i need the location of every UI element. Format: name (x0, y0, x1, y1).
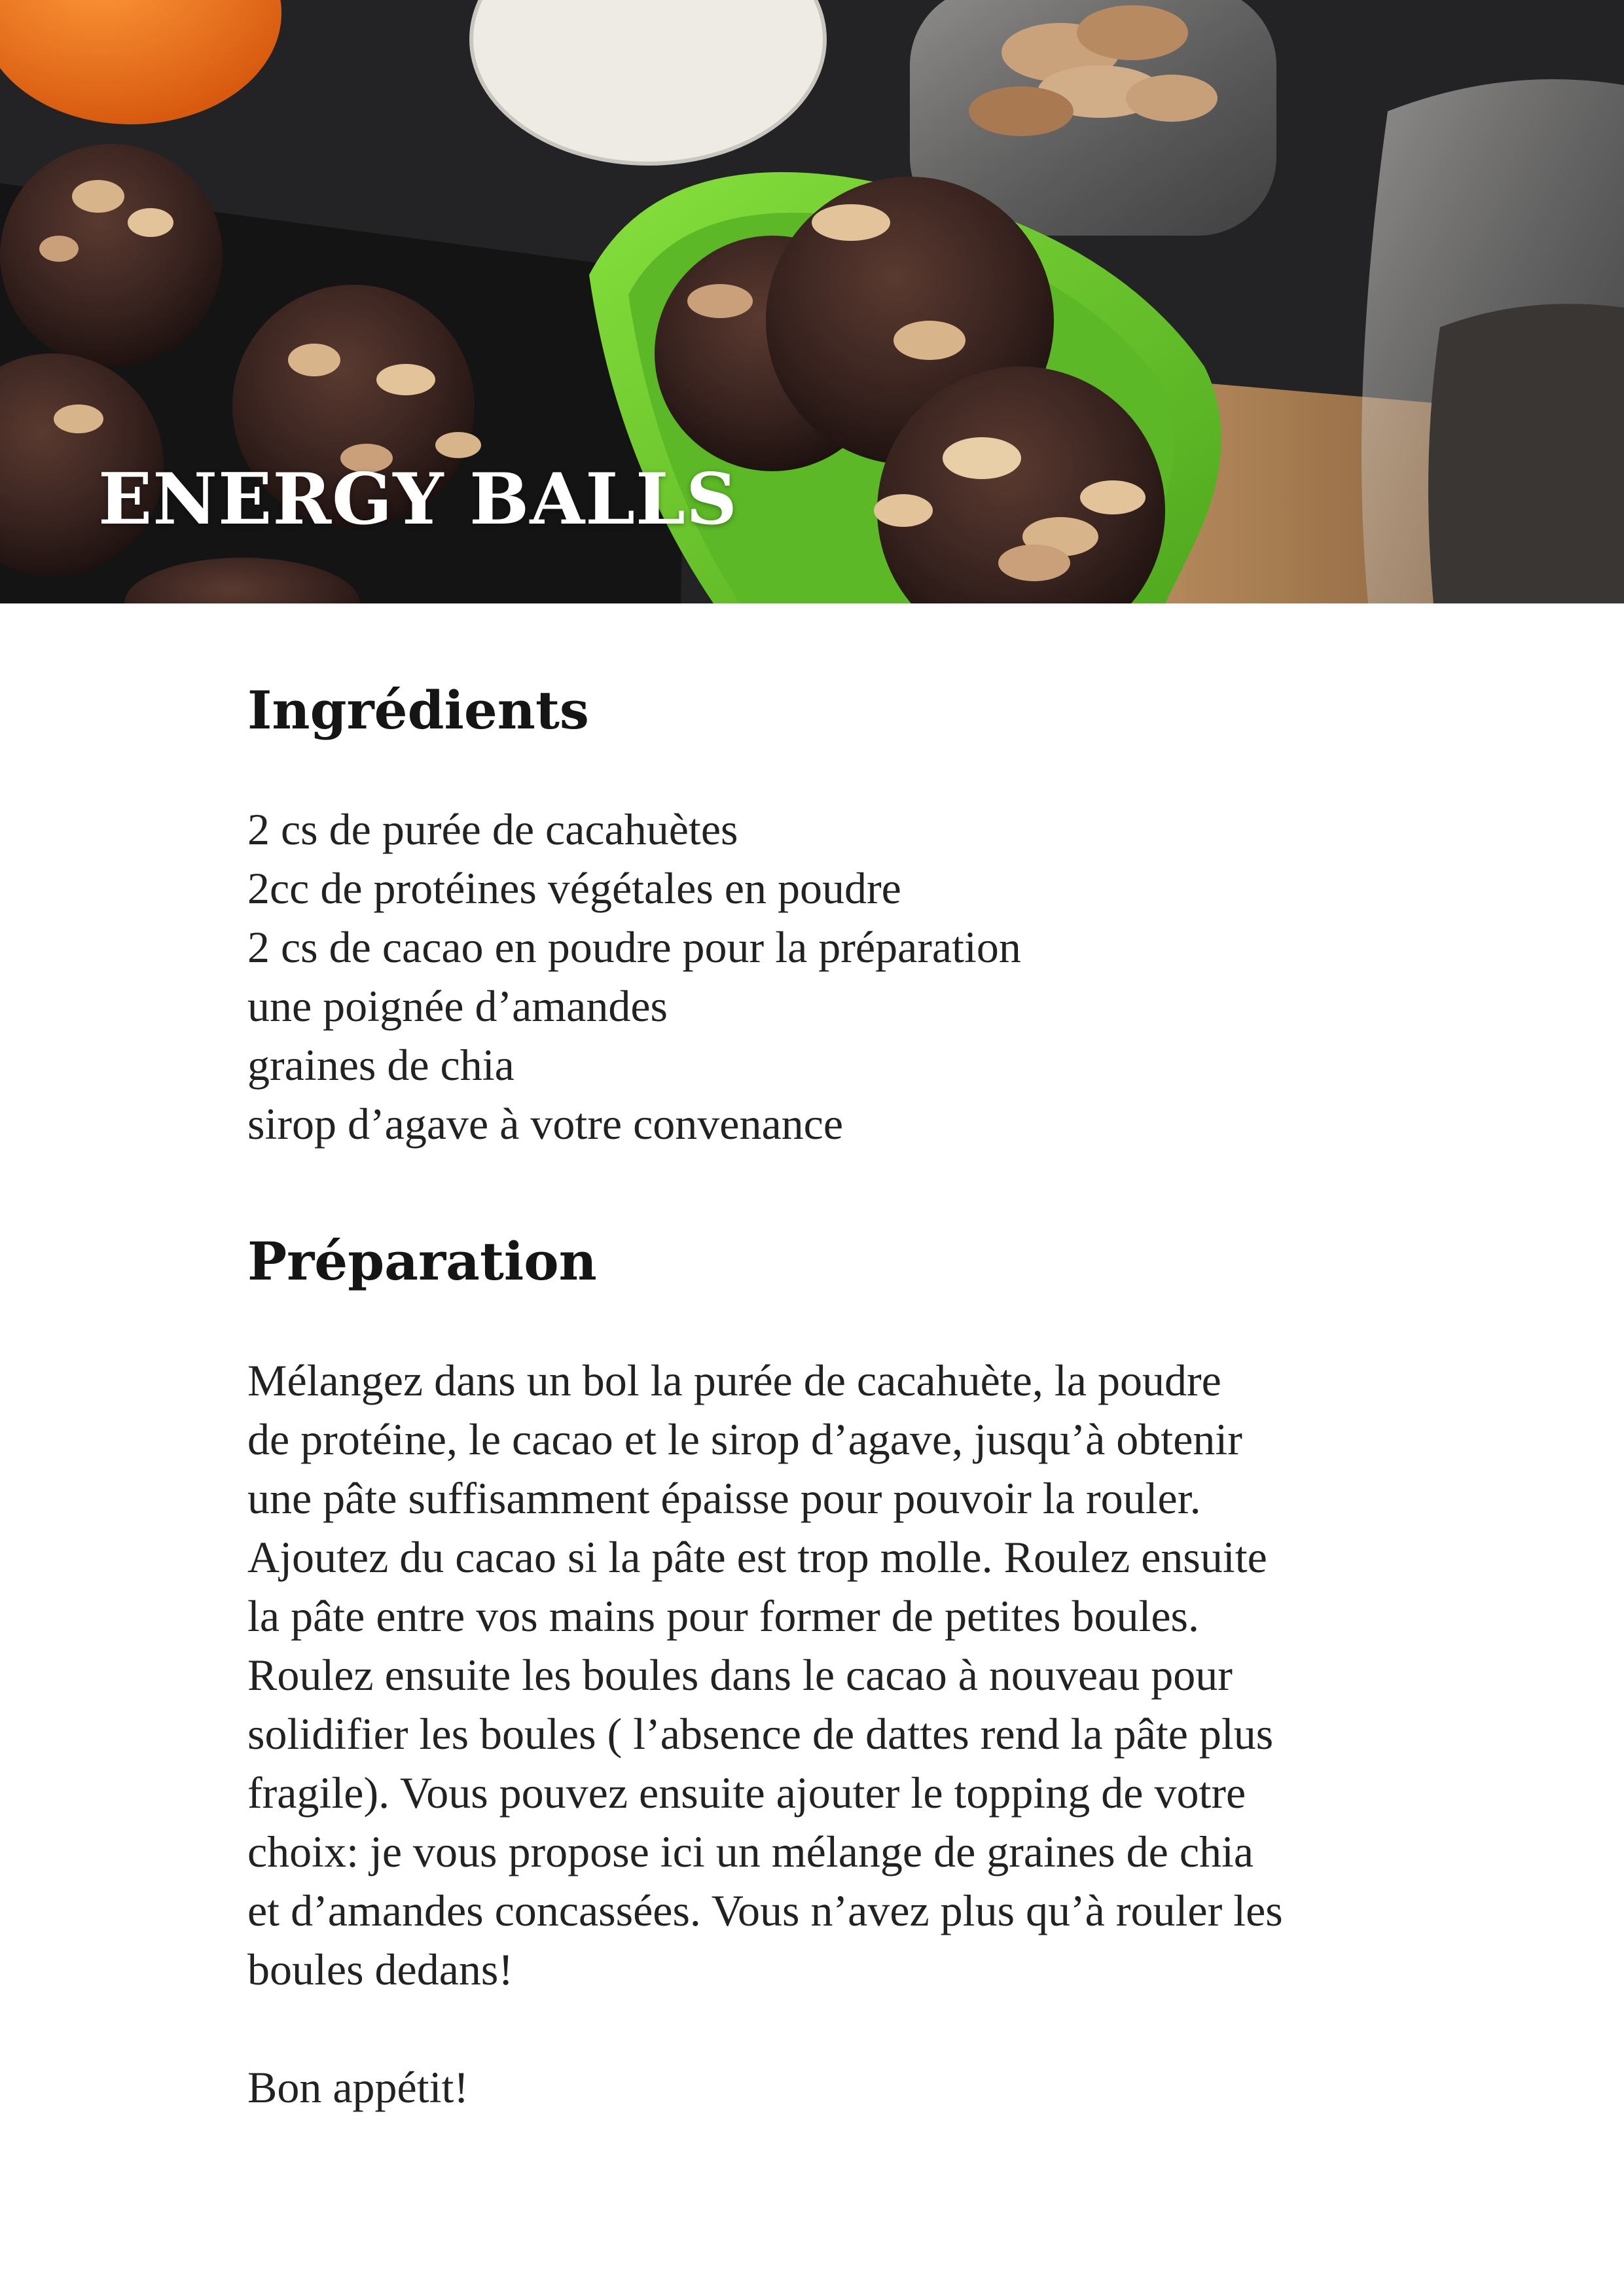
preparation-line: et d’amandes concassées. Vous n’avez plus qu’à rouler les (247, 1886, 1283, 1935)
preparation-line: une pâte suffisamment épaisse pour pouvoir la rouler. (247, 1473, 1201, 1523)
recipe-content (247, 674, 1426, 2117)
preparation-line: boules dedans! (247, 1945, 514, 1994)
preparation-line: de protéine, le cacao et le sirop d’agave, jusqu’à obtenir (247, 1414, 1242, 1464)
preparation-line: Ajoutez du cacao si la pâte est trop molle. Roulez ensuite (247, 1532, 1267, 1582)
energy-ball-1 (0, 144, 223, 367)
page-title: ENERGY BALLS (98, 458, 738, 541)
ingredient-item: 2 cs de purée de cacahuètes (247, 804, 738, 854)
ingredient-item: 2cc de protéines végétales en poudre (247, 863, 901, 913)
closing-text: Bon appétit! (247, 2062, 469, 2112)
preparation-line: fragile). Vous pouvez ensuite ajouter le topping de votre (247, 1768, 1246, 1818)
ingredient-item: sirop d’agave à votre convenance (247, 1099, 843, 1149)
ingredient-item: graines de chia (247, 1040, 514, 1090)
preparation-line: Roulez ensuite les boules dans le cacao à nouveau pour (247, 1650, 1233, 1700)
preparation-line: Mélangez dans un bol la purée de cacahuète, la poudre (247, 1355, 1221, 1405)
preparation-line: solidifier les boules ( l’absence de dattes rend la pâte plus (247, 1709, 1274, 1759)
preparation-heading: Préparation (247, 1230, 597, 1292)
preparation-line: la pâte entre vos mains pour former de petites boules. (247, 1591, 1199, 1641)
chia-glass (1362, 79, 1624, 603)
ingredient-item: une poignée d’amandes (247, 981, 668, 1031)
ingredients-heading: Ingrédients (247, 679, 589, 741)
ingredients-list (247, 800, 1426, 1153)
preparation-line: choix: je vous propose ici un mélange de graines de chia (247, 1827, 1254, 1876)
hero-photo (0, 0, 1624, 603)
ingredient-item: 2 cs de cacao en poudre pour la préparation (247, 922, 1021, 972)
preparation-text (247, 1351, 1426, 1999)
